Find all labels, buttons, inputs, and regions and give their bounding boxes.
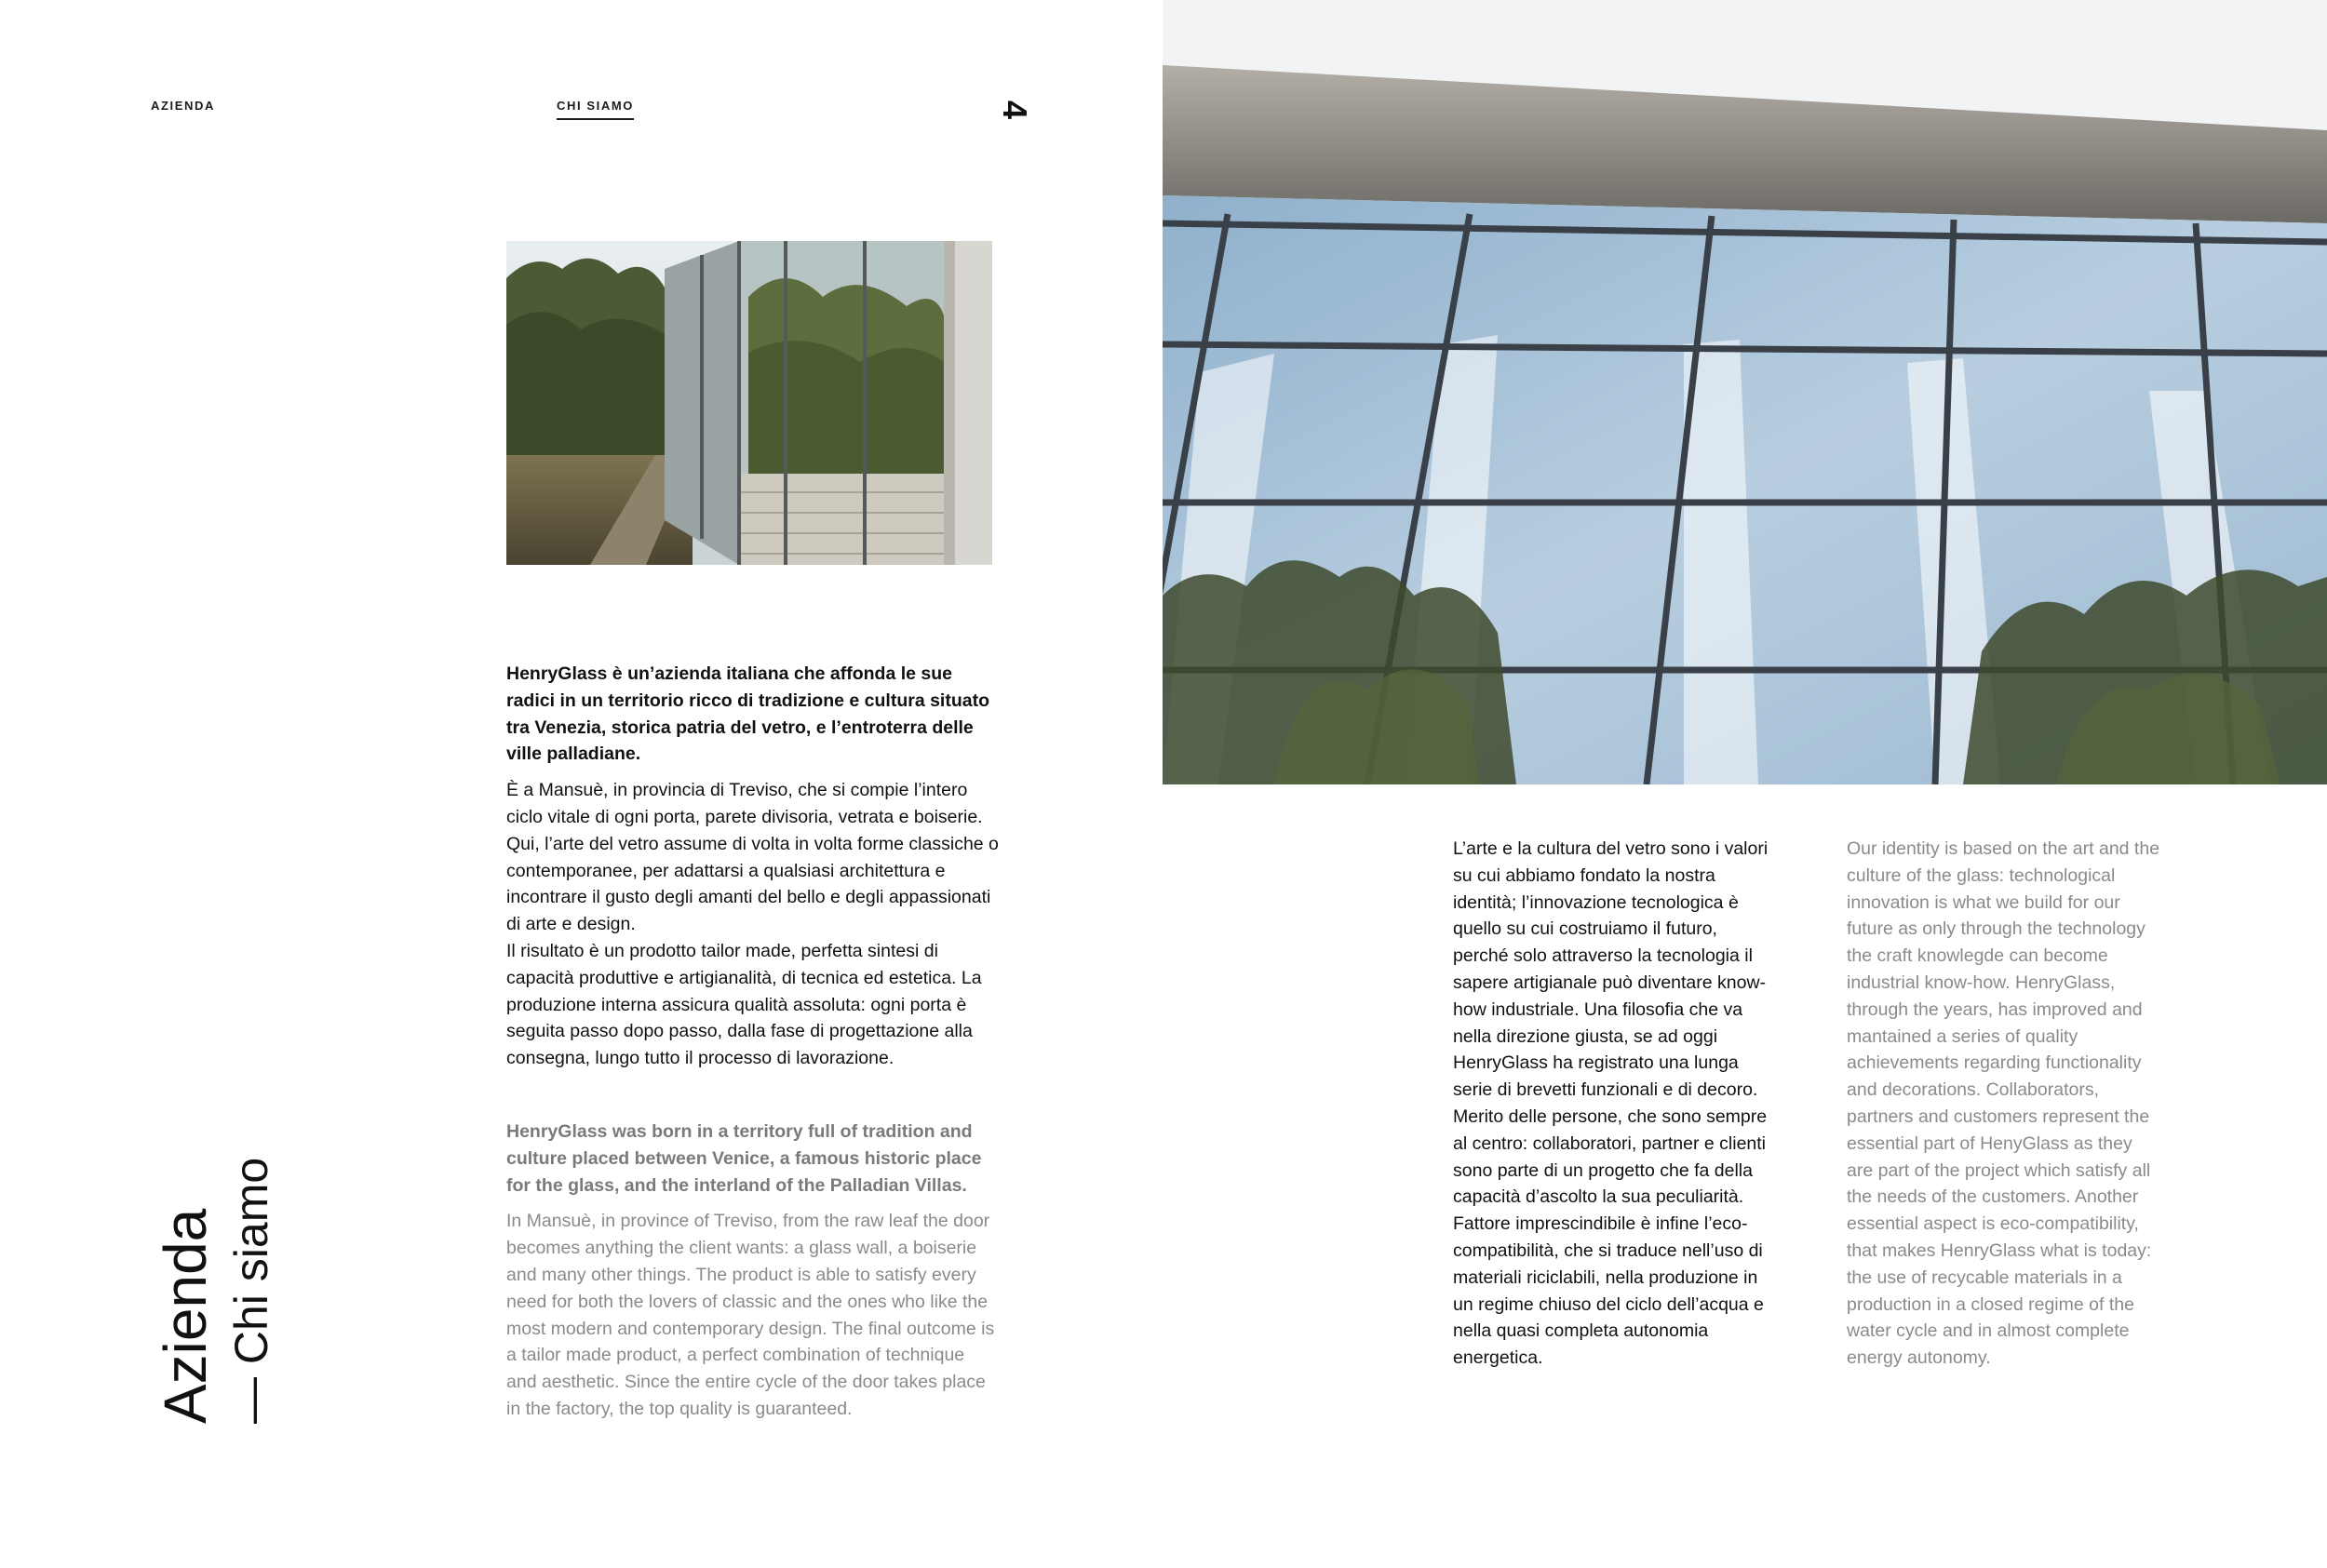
vertical-title <box>149 1158 281 1424</box>
large-facade-photo <box>1163 0 2327 784</box>
section-label: AZIENDA <box>151 99 215 113</box>
english-intro <box>506 1119 1000 1423</box>
glass-facade-trees-photo <box>506 241 992 565</box>
italian-identity-body-2: Fattore imprescindibile è infine l’eco-compatibilità, che si traduce nell’uso di materiali riciclabili, nella produzione in un regime chiuso del ciclo dell’acqua e nella quasi completa autonomia energetica. <box>1453 1213 1764 1369</box>
english-identity-body: Our identity is based on the art and the culture of the glass: technological innovation is what we build for our future as only through the technology the craft knowlegde can become industrial know-how. HenryGlass, through the years, has improved and mantained a series of quality achievements regarding functionality and decorations. Collaborators, partners and customers represent the essential part of HenyGlass as they are part of the project which satisfy all the needs of the customers. Another essential aspect is eco-compatibility, that makes HenryGlass what is today: the use of recycable materials in a production in a closed regime of the water cycle and in almost complete energy autonomy. <box>1847 838 2160 1369</box>
italian-identity-body: L’arte e la cultura del vetro sono i valori su cui abbiamo fondato la nostra identità; l’innovazione tecnologica è quello su cui costruiamo il futuro, perché solo attraverso la tecnologia il sapere artigianale può diventare know-how industriale. Una filosofia che va nella direzione giusta, se ad oggi HenryGlass ha registrato una lunga serie di brevetti funzionali e di decoro. Merito delle persone, che sono sempre al centro: collaboratori, partner e clienti sono parte di un progetto che fa della capacità d’ascolto la sua peculiarità. <box>1453 838 1769 1208</box>
english-intro-lead: HenryGlass was born in a territory full of tradition and culture placed between Venice, a famous historic place for the glass, and the interland of the Palladian Villas. <box>506 1121 982 1196</box>
english-intro-body: In Mansuè, in province of Treviso, from the raw leaf the door becomes anything the client wants: a glass wall, a boiserie and many other things. The product is able to satisfy every need for both the lovers of classic and the ones who like the most modern and contemporary design. The final outcome is a tailor made product, a perfect combination of technique and aesthetic. Since the entire cycle of the door takes place in the factory, the top quality is guaranteed. <box>506 1211 995 1419</box>
small-facade-photo <box>506 241 992 565</box>
italian-intro-body-2: Il risultato è un prodotto tailor made, perfetta sintesi di capacità produttive e artigianalità, di tecnica ed estetica. La produzione interna assicura qualità assoluta: ogni porta è seguita passo dopo passo, dalla fase di progettazione alla consegna, lungo tutto il processo di lavorazione. <box>506 940 982 1069</box>
italian-intro-lead: HenryGlass è un’azienda italiana che affonda le sue radici in un territorio ricco di tradizione e cultura situato tra Venezia, storica patria del vetro, e l’entroterra delle ville palladiane. <box>506 663 989 765</box>
vertical-title-main: Azienda <box>152 1208 219 1424</box>
page-number: 4 <box>996 101 1034 120</box>
vertical-title-sub: — Chi siamo <box>225 1157 277 1424</box>
glass-facade-sky-photo <box>1163 0 2327 784</box>
subsection-link[interactable]: CHI SIAMO <box>557 99 634 120</box>
italian-intro <box>506 661 1000 1072</box>
italian-identity <box>1453 836 1769 1372</box>
italian-intro-body: È a Mansuè, in provincia di Treviso, che si compie l’intero ciclo vitale di ogni porta, parete divisoria, vetrata e boiserie. Qui, l’arte del vetro assume di volta in volta forme classiche o contemporanee, per adattarsi a qualsiasi architettura e incontrare il gusto degli amanti del bello e degli appassionati di arte e design. <box>506 780 999 935</box>
english-identity <box>1847 836 2163 1372</box>
